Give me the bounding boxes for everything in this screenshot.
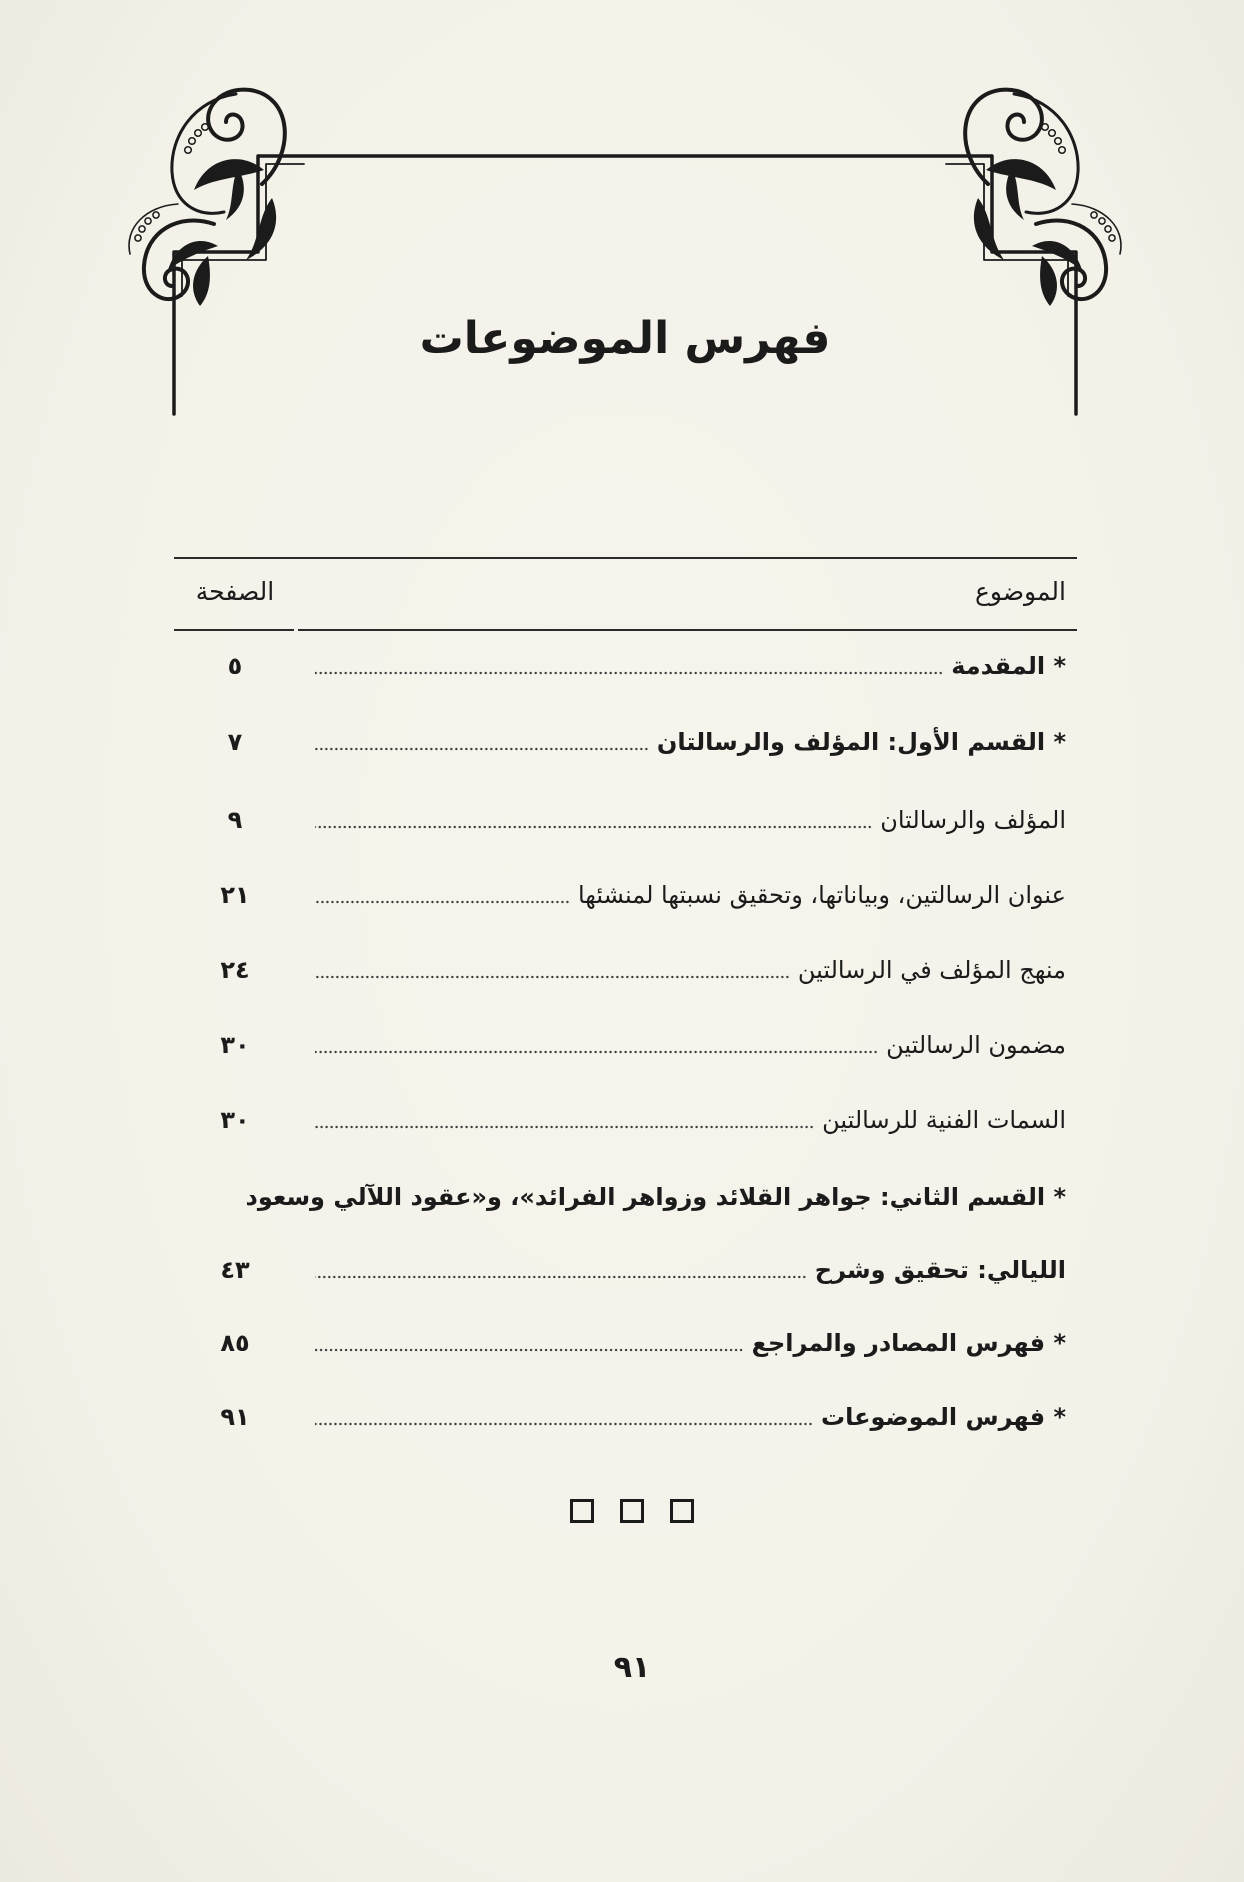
toc-entry-title: مضمون الرسالتين bbox=[886, 1031, 1066, 1059]
toc-row bbox=[220, 1397, 1066, 1437]
square-mark bbox=[570, 1499, 594, 1523]
toc-entry bbox=[315, 800, 1066, 840]
toc-entry bbox=[315, 1025, 1066, 1065]
toc-page-number: ٥ bbox=[227, 652, 243, 680]
corner-flourish-ornament bbox=[129, 90, 285, 306]
toc-page-number: ٤٣ bbox=[220, 1256, 250, 1284]
square-mark bbox=[620, 1499, 644, 1523]
dot-leader bbox=[315, 1050, 878, 1054]
toc-entry-title: * المقدمة bbox=[951, 652, 1066, 680]
toc-page-number: ٣٠ bbox=[220, 1106, 250, 1134]
toc-entry-title: منهج المؤلف في الرسالتين bbox=[797, 956, 1066, 984]
toc-entry-title: عنوان الرسالتين، وبياناتها، وتحقيق نسبتها لمنشئها bbox=[577, 881, 1066, 909]
toc-page-number: ٨٥ bbox=[220, 1329, 250, 1357]
toc-page-number: ٩ bbox=[227, 806, 243, 834]
frame-corner-left bbox=[129, 90, 304, 414]
toc-row bbox=[220, 1100, 1066, 1140]
toc-row bbox=[220, 1323, 1066, 1363]
dot-leader bbox=[315, 1422, 813, 1426]
column-header-page: الصفحة bbox=[195, 577, 275, 606]
square-mark bbox=[670, 1499, 694, 1523]
header-rule-page-column bbox=[174, 629, 294, 631]
toc-entry bbox=[315, 1250, 1066, 1290]
toc-row-line-1 bbox=[245, 1177, 1066, 1217]
dot-leader bbox=[315, 975, 790, 979]
dot-leader bbox=[315, 1275, 807, 1279]
toc-entry bbox=[315, 875, 1066, 915]
toc-entry bbox=[315, 1100, 1066, 1140]
header-rule-topic-column bbox=[298, 629, 1077, 631]
toc-row bbox=[220, 950, 1066, 990]
column-header-topic: الموضوع bbox=[975, 577, 1066, 606]
header-ornamental-frame bbox=[0, 0, 1244, 440]
dot-leader bbox=[315, 900, 570, 904]
dot-leader bbox=[315, 825, 872, 829]
toc-row bbox=[220, 1025, 1066, 1065]
toc-row bbox=[227, 722, 1066, 762]
toc-row bbox=[220, 875, 1066, 915]
toc-entry-title-line-2: الليالي: تحقيق وشرح bbox=[814, 1256, 1066, 1284]
dot-leader bbox=[315, 1125, 814, 1129]
end-of-section-squares bbox=[570, 1498, 694, 1524]
toc-page-number: ٣٠ bbox=[220, 1031, 250, 1059]
page-number: ٩١ bbox=[613, 1650, 651, 1685]
table-top-rule bbox=[174, 557, 1077, 559]
toc-entry bbox=[315, 950, 1066, 990]
toc-entry-title: المؤلف والرسالتان bbox=[880, 806, 1066, 834]
toc-row bbox=[227, 646, 1066, 686]
toc-page-number: ٢٤ bbox=[220, 956, 250, 984]
toc-row-line-2 bbox=[220, 1250, 1066, 1290]
toc-page-number: ٩١ bbox=[220, 1403, 250, 1431]
frame-corner-right bbox=[946, 90, 1121, 414]
toc-entry bbox=[315, 1323, 1066, 1363]
toc-entry-title: * القسم الأول: المؤلف والرسالتان bbox=[656, 728, 1066, 756]
toc-page-number: ٧ bbox=[227, 728, 243, 756]
toc-entry-title: السمات الفنية للرسالتين bbox=[822, 1106, 1066, 1134]
toc-entry bbox=[315, 1397, 1066, 1437]
page-title: فهرس الموضوعات bbox=[419, 313, 831, 364]
toc-entry-title-line-1: * القسم الثاني: جواهر القلائد وزواهر الفرائد»، و«عقود اللآلي وسعود bbox=[245, 1183, 1066, 1211]
toc-entry bbox=[315, 722, 1066, 762]
toc-entry-title: * فهرس المصادر والمراجع bbox=[751, 1329, 1066, 1357]
toc-entry-title: * فهرس الموضوعات bbox=[820, 1403, 1066, 1431]
dot-leader bbox=[315, 1348, 744, 1352]
toc-entry bbox=[315, 646, 1066, 686]
toc-row bbox=[227, 800, 1066, 840]
dot-leader bbox=[315, 671, 943, 675]
toc-page-number: ٢١ bbox=[220, 881, 250, 909]
dot-leader bbox=[315, 747, 649, 751]
